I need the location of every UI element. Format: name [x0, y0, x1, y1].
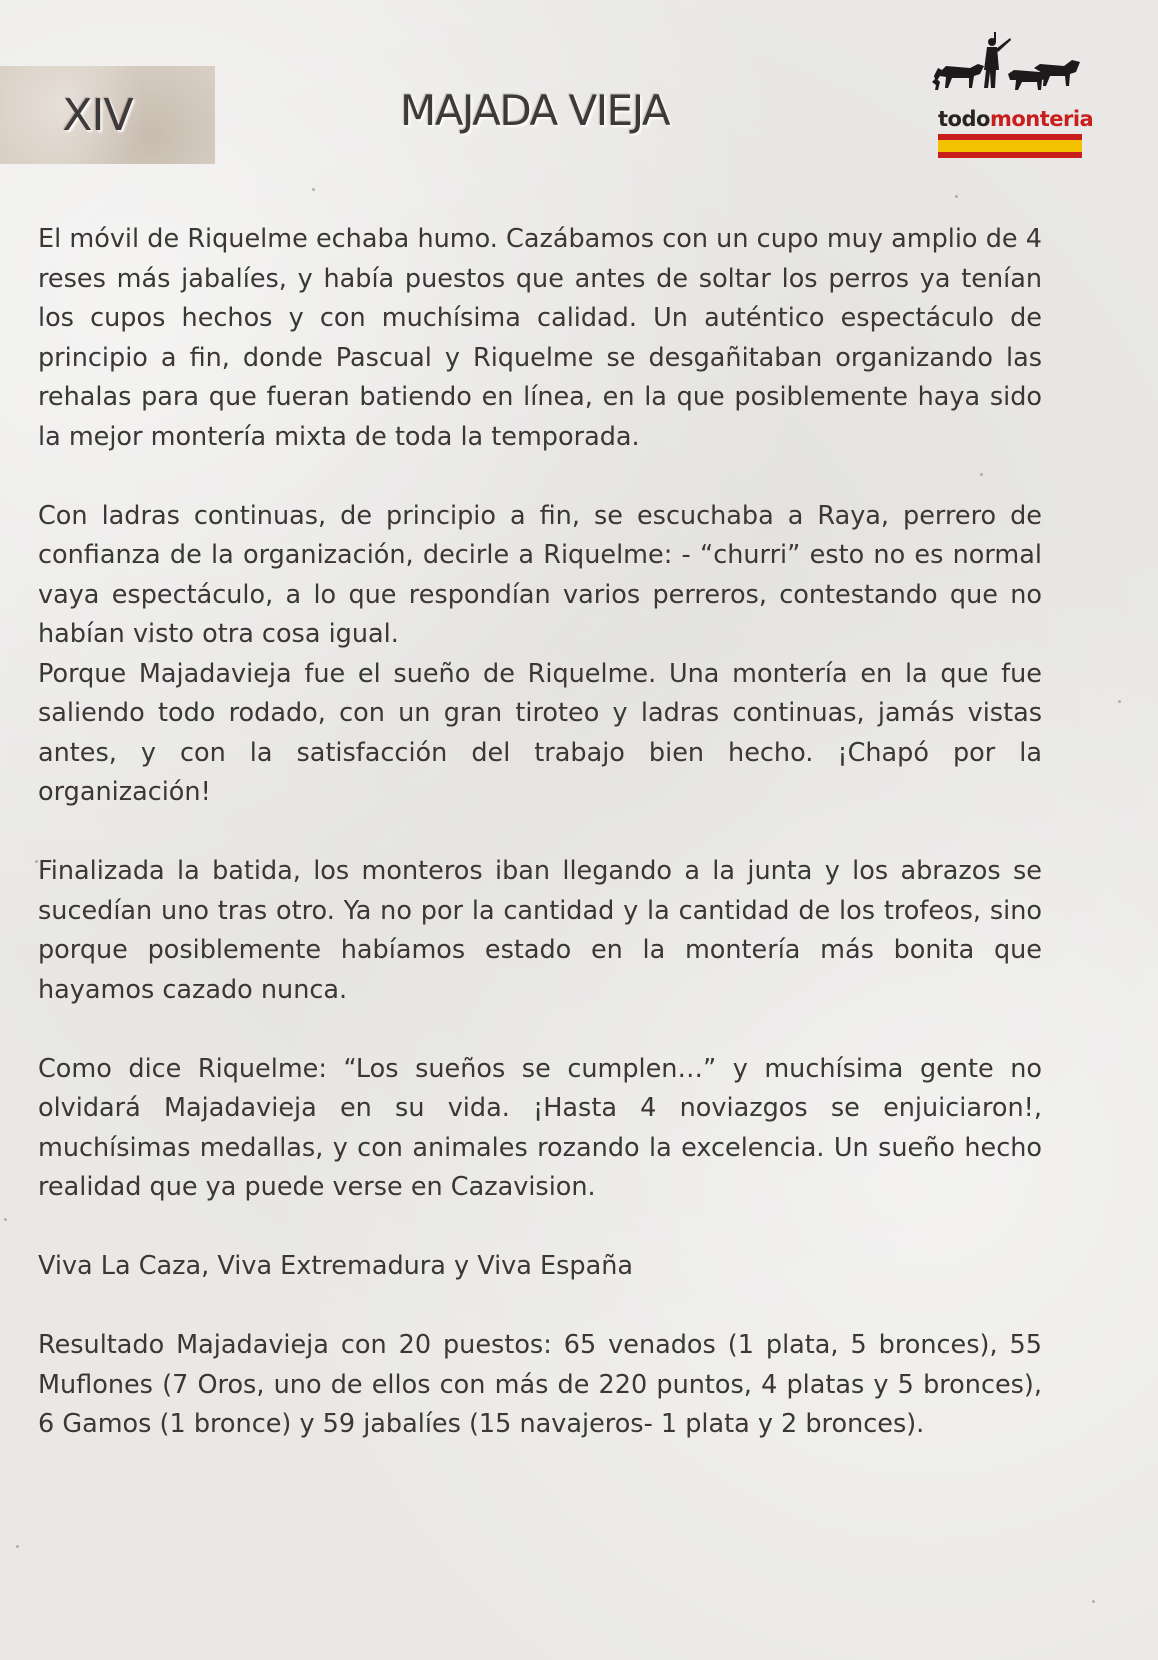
article-paragraph: Finalizada la batida, los monteros iban llegando a la junta y los abrazos se sucedían uno tras otro. Ya no por la cantidad y la cantidad de los trofeos, sino porque posiblemente habíamos estado en la montería más bonita que hayamos cazado nunca.	[38, 856, 1042, 1005]
logo-wordmark-monteria: monteria	[989, 107, 1094, 131]
logo-wordmark	[938, 107, 1093, 131]
paper-speck	[312, 188, 315, 191]
todomonteria-logo	[930, 30, 1094, 162]
flag-stripe-middle	[938, 140, 1082, 152]
flag-stripe-bottom	[938, 152, 1082, 158]
article-closing-line: Viva La Caza, Viva Extremadura y Viva España	[38, 1251, 634, 1281]
article-paragraph: El móvil de Riquelme echaba humo. Cazábamos con un cupo muy amplio de 4 reses más jabalíes, y había puestos que antes de soltar los perros ya tenían los cupos hechos y con muchísima calidad. Un auténtico espectáculo de principio a fin, donde Pascual y Riquelme se desgañitaban organizando las rehalas para que fueran batiendo en línea, en la que posiblemente haya sido la mejor montería mixta de toda la temporada.	[38, 224, 1042, 452]
paper-speck	[1118, 700, 1121, 703]
article-paragraph: Con ladras continuas, de principio a fin, se escuchaba a Raya, perrero de confianza de la organización, decirle a Riquelme: - “churri” esto no es normal vaya espectáculo, a lo que respondían varios perreros, contestando que no habían visto otra cosa igual.	[38, 500, 1042, 649]
chapter-number: XIV	[62, 89, 133, 141]
article-results-paragraph: Resultado Majadavieja con 20 puestos: 65 venados (1 plata, 5 bronces), 55 Muflones (7 Oros, uno de ellos con más de 220 puntos, 4 platas y 5 bronces), 6 Gamos (1 bronce) y 59 jabalíes (15 navajeros- 1 plata y 2 bronces).	[38, 1330, 1042, 1439]
page-title: MAJADA VIEJA	[400, 86, 670, 135]
chapter-number-box	[0, 66, 215, 164]
logo-wordmark-todo: todo	[938, 107, 990, 131]
spain-flag-icon	[938, 134, 1082, 158]
hunter-and-dogs-icon	[930, 30, 1086, 108]
paper-speck	[955, 195, 958, 198]
paper-speck	[4, 1218, 7, 1221]
article-paragraph: Como dice Riquelme: “Los sueños se cumplen…” y muchísima gente no olvidará Majadavieja en su vida. ¡Hasta 4 noviazgos se enjuiciaron!, muchísimas medallas, y con animales rozando la excelencia. Un sueño hecho realidad que ya puede verse en Cazavision.	[38, 1053, 1042, 1202]
article-body	[38, 220, 1042, 1445]
article-paragraph: Porque Majadavieja fue el sueño de Riquelme. Una montería en la que fue saliendo todo rodado, con un gran tiroteo y ladras continuas, jamás vistas antes, y con la satisfacción del trabajo bien hecho. ¡Chapó por la organización!	[38, 658, 1042, 807]
paper-speck	[1092, 1600, 1095, 1603]
paper-speck	[16, 1545, 19, 1548]
